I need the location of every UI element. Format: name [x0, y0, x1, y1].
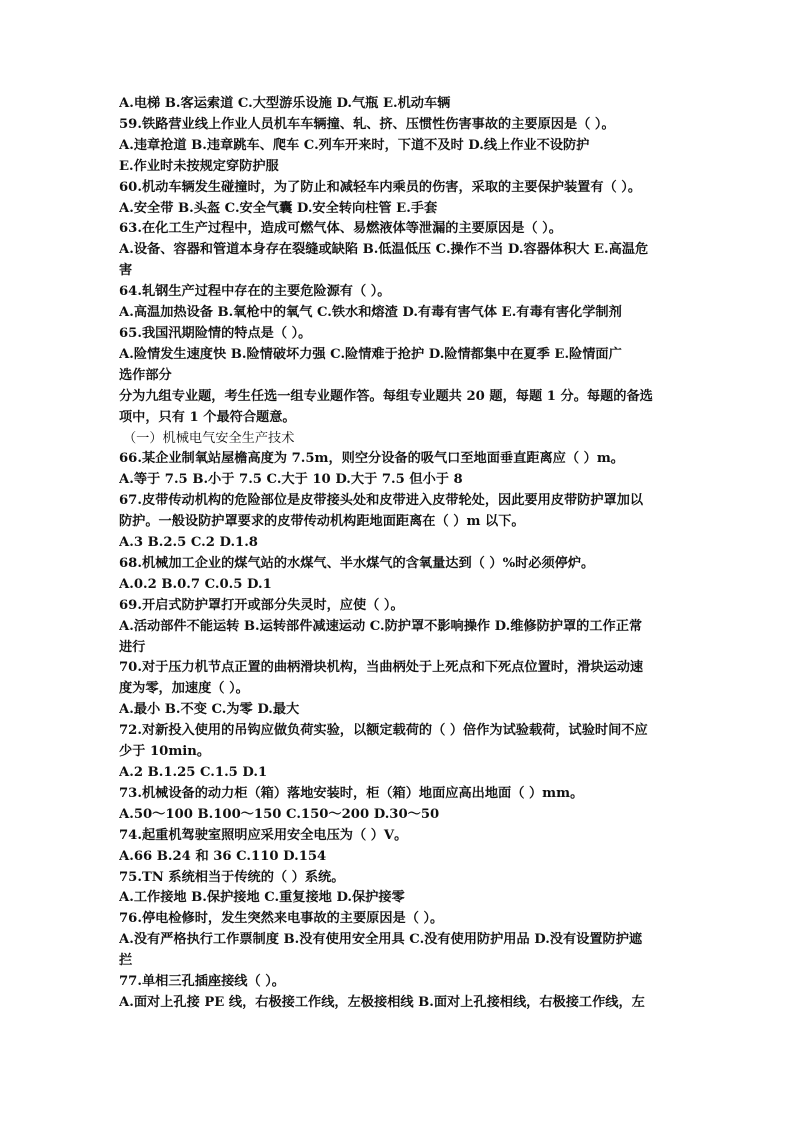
answer-options-73: A.50～100 B.100～150 C.150～200 D.30～50	[119, 806, 440, 822]
question-66: 66.某企业制氧站屋檐高度为 7.5m，则空分设备的吸气口至地面垂直距离应（ ）m。	[119, 451, 624, 467]
answer-options-63-cont: 害	[119, 263, 133, 279]
answer-options-59: A.违章抢道 B.违章跳车、爬车 C.列车开来时，下道不及时 D.线上作业不设防护	[119, 137, 590, 153]
answer-options-69: A.活动部件不能运转 B.运转部件减速运动 C.防护罩不影响操作 D.维修防护罩的工作正常	[119, 618, 643, 634]
answer-options-75: A.工作接地 B.保护接地 C.重复接地 D.保护接零	[119, 890, 405, 906]
question-72: 72.对新投入使用的吊钩应做负荷实验，以额定载荷的（ ）倍作为试验载荷，试验时间不应	[119, 723, 648, 739]
question-67-cont: 防护。一般设防护罩要求的皮带传动机构距地面距离在（ ）m 以下。	[119, 514, 525, 530]
answer-options-77: A.面对上孔接 PE 线，右极接工作线，左极接相线 B.面对上孔接相线，右极接工作线，左	[119, 994, 645, 1010]
answer-options-66: A.等于 7.5 B.小于 7.5 C.大于 10 D.大于 7.5 但小于 8	[119, 472, 463, 488]
question-70: 70.对于压力机节点正置的曲柄滑块机构，当曲柄处于上死点和下死点位置时，滑块运动速	[119, 660, 644, 676]
question-75: 75.TN 系统相当于传统的（ ）系统。	[119, 869, 345, 885]
question-70-cont: 度为零，加速度（ ）。	[119, 681, 249, 697]
question-72-cont: 少于 10min。	[119, 744, 211, 760]
section-instructions-cont: 项中，只有 1 个最符合题意。	[119, 409, 296, 425]
answer-options-58: A.电梯 B.客运索道 C.大型游乐设施 D.气瓶 E.机动车辆	[119, 96, 451, 111]
question-60: 60.机动车辆发生碰撞时，为了防止和减轻车内乘员的伤害，采取的主要保护装置有（ ）。	[119, 179, 642, 195]
question-65: 65.我国汛期险情的特点是（ ）。	[119, 325, 312, 341]
answer-options-76: A.没有严格执行工作票制度 B.没有使用安全用具 C.没有使用防护用品 D.没有设置防护遮	[119, 932, 643, 948]
answer-options-65: A.险情发生速度快 B.险情破坏力强 C.险情难于抢护 D.险情都集中在夏季 E.险情面广	[119, 346, 622, 362]
question-64: 64.轧钢生产过程中存在的主要危险源有（ ）。	[119, 284, 391, 300]
question-67: 67.皮带传动机构的危险部位是皮带接头处和皮带进入皮带轮处，因此要用皮带防护罩加以	[119, 493, 644, 509]
question-63: 63.在化工生产过程中，造成可燃气体、易燃液体等泄漏的主要原因是（ ）。	[119, 221, 562, 237]
answer-options-68: A.0.2 B.0.7 C.0.5 D.1	[119, 576, 272, 592]
answer-options-64: A.高温加热设备 B.氧枪中的氧气 C.铁水和熔渣 D.有毒有害气体 E.有毒有害化学制剂	[119, 305, 622, 321]
document-page	[119, 94, 681, 1014]
answer-options-72: A.2 B.1.25 C.1.5 D.1	[119, 765, 268, 780]
question-68: 68.机械加工企业的煤气站的水煤气、半水煤气的含氧量达到（ ）%时必须停炉。	[119, 555, 595, 571]
question-77: 77.单相三孔插座接线（ ）。	[119, 974, 285, 990]
question-73: 73.机械设备的动力柜（箱）落地安装时，柜（箱）地面应高出地面（ ）mm。	[119, 785, 584, 801]
answer-options-69-cont: 进行	[119, 639, 146, 655]
answer-options-60: A.安全带 B.头盔 C.安全气囊 D.安全转向柱管 E.手套	[119, 200, 438, 216]
answer-options-76-cont: 拦	[119, 953, 133, 969]
answer-options-67: A.3 B.2.5 C.2 D.1.8	[119, 535, 258, 551]
answer-options-74: A.66 B.24 和 36 C.110 D.154	[119, 848, 327, 864]
section-title-elective: 选作部分	[119, 367, 172, 383]
question-76: 76.停电检修时，发生突然来电事故的主要原因是（ ）。	[119, 911, 444, 927]
question-74: 74.起重机驾驶室照明应采用安全电压为（ ）V。	[119, 827, 408, 843]
question-59: 59.铁路营业线上作业人员机车车辆撞、轧、挤、压惯性伤害事故的主要原因是（ ）。	[119, 116, 615, 132]
question-69: 69.开启式防护罩打开或部分失灵时，应使（ ）。	[119, 597, 404, 613]
section-instructions: 分为九组专业题，考生任选一组专业题作答。每组专业题共 20 题，每题 1 分。每题的备选	[119, 388, 653, 404]
subsection-heading: （一）机械电气安全生产技术	[123, 430, 295, 446]
answer-options-59-cont: E.作业时未按规定穿防护服	[119, 158, 279, 174]
answer-options-70: A.最小 B.不变 C.为零 D.最大	[119, 702, 300, 718]
answer-options-63: A.设备、容器和管道本身存在裂缝或缺陷 B.低温低压 C.操作不当 D.容器体积大 E.高温危	[119, 242, 649, 258]
